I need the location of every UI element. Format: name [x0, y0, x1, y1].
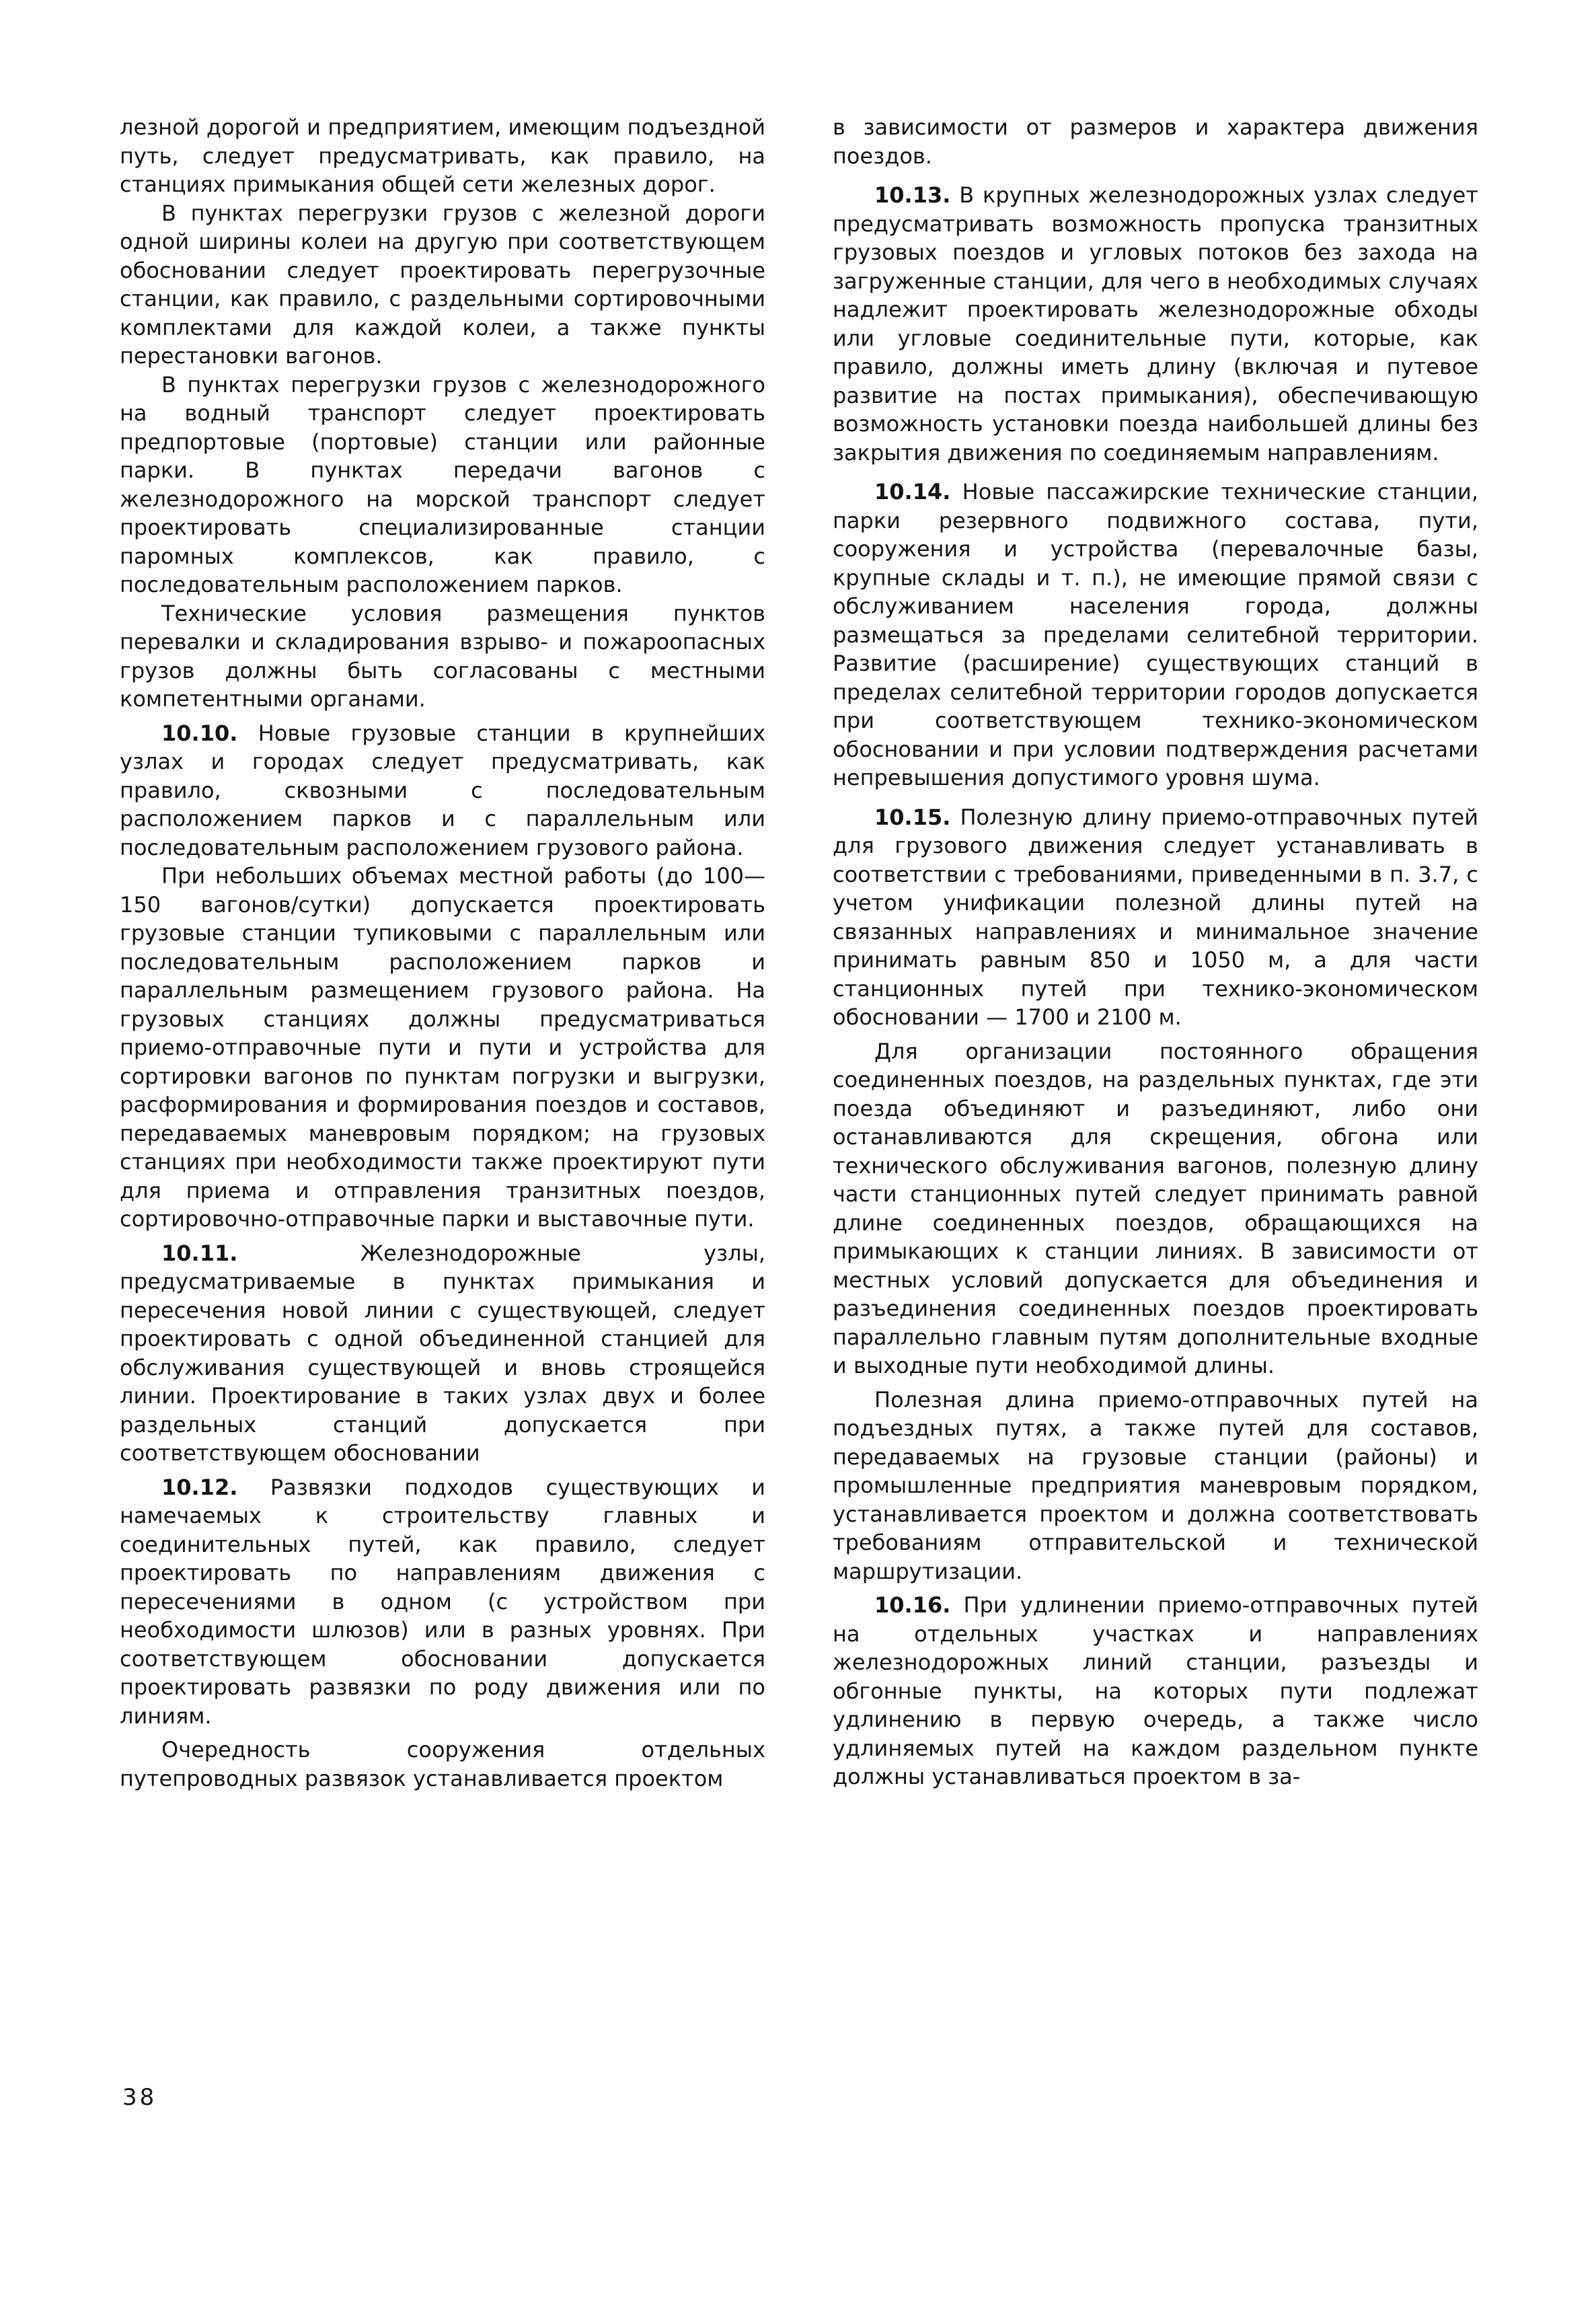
- section-10-13: [833, 181, 1478, 467]
- section-number: 10.11.: [161, 1240, 238, 1266]
- section-10-12: [120, 1473, 765, 1731]
- section-text: Новые пассажирские технические станции, парки резервного подвижного состава, пути, сооружения и устройства (перевалочные базы, крупные склады и т. п.), не имеющие прямой связи с обслуживанием населения города, должны размещаться за пределами селитебной территории. Развитие (расширение) существующих станций в пределах селитебной территории городов допускается при соответствующем технико-экономическом обосновании и при условии подтверждения расчетами непревышения допустимого уровня шума.: [833, 479, 1478, 790]
- section-10-10: [120, 719, 765, 862]
- section-10-16: [833, 1591, 1478, 1791]
- page-number: 38: [122, 2084, 157, 2111]
- section-number: 10.13.: [874, 182, 951, 208]
- section-10-11: [120, 1239, 765, 1468]
- section-number: 10.16.: [874, 1592, 951, 1618]
- section-10-14: [833, 478, 1478, 792]
- section-number: 10.15.: [874, 804, 951, 830]
- section-number: 10.12.: [161, 1474, 238, 1500]
- paragraph: Технические условия размещения пунктов перевалки и складирования взрыво- и пожароопасных грузов должны быть согласованы с местными компетентными органами.: [120, 600, 765, 712]
- section-text: Железнодорожные узлы, предусматриваемые в пунктах примыкания и пересечения новой линии с существующей, следует проектировать с одной объединенной станцией для обслуживания существующей и вновь строящейся линии. Проектирование в таких узлах двух и более раздельных станций допускается при соответствующем обосновании: [120, 1240, 765, 1466]
- left-column: [120, 113, 765, 1793]
- paragraph: лезной дорогой и предприятием, имеющим подъездной путь, следует предусматривать, как правило, на станциях примыкания общей сети железных дорог.: [120, 114, 765, 197]
- section-text: Полезную длину приемо-отправочных путей для грузового движения следует устанавливать в соответствии с требованиями, приведенными в п. 3.7, с учетом унификации полезной длины путей на связанных направлениях и минимальное значение принимать равным 850 и 1050 м, а для части станционных путей при технико-экономическом обосновании — 1700 и 2100 м.: [833, 804, 1478, 1030]
- paragraph: Очередность сооружения отдельных путепроводных развязок устанавливается проектом: [120, 1737, 765, 1791]
- section-10-15: [833, 803, 1478, 1032]
- right-column: [833, 113, 1478, 1791]
- paragraph: В пунктах перегрузки грузов с железнодорожного на водный транспорт следует проектировать предпортовые (портовые) станции или районные парки. В пунктах передачи вагонов с железнодорожного на морской транспорт следует проектировать специализированные станции паромных комплексов, как правило, с последовательным расположением парков.: [120, 371, 765, 597]
- paragraph: в зависимости от размеров и характера движения поездов.: [833, 114, 1478, 169]
- section-text: В крупных железнодорожных узлах следует предусматривать возможность пропуска транзитных грузовых поездов и угловых потоков без захода на загруженные станции, для чего в необходимых случаях надлежит проектировать железнодорожные обходы или угловые соединительные пути, которые, как правило, должны иметь длину (включая и путевое развитие на постах примыкания), обеспечивающую возможность установки поезда наибольшей длины без закрытия движения по соединяемым направлениям.: [833, 182, 1478, 466]
- paragraph: Полезная длина приемо-отправочных путей на подъездных путях, а также путей для составов, передаваемых на грузовые станции (районы) и промышленные предприятия маневровым порядком, устанавливается проектом и должна соответствовать требованиям отправительской и технической маршрутизации.: [833, 1386, 1478, 1584]
- paragraph: В пунктах перегрузки грузов с железной дороги одной ширины колеи на другую при соответствующем обосновании следует проектировать перегрузочные станции, как правило, с раздельными сортировочными комплектами для каждой колеи, а также пункты перестановки вагонов.: [120, 200, 765, 369]
- paragraph: При небольших объемах местной работы (до 100—150 вагонов/сутки) допускается проектировать грузовые станции тупиковыми с параллельным или последовательным расположением парков и параллельным размещением грузового района. На грузовых станциях должны предусматриваться приемо-отправочные пути и пути и устройства для сортировки вагонов по пунктам погрузки и выгрузки, расформирования и формирования поездов и составов, передаваемых маневровым порядком; на грузовых станциях при необходимости также проектируют пути для приема и отправления транзитных поездов, сортировочно-отправочные парки и выставочные пути.: [120, 863, 765, 1232]
- section-number: 10.10.: [161, 720, 238, 746]
- section-number: 10.14.: [874, 479, 951, 505]
- section-text: Развязки подходов существующих и намечаемых к строительству главных и соединительных путей, как правило, следует проектировать по направлениям движения с пересечениями в одном (с устройством при необходимости шлюзов) или в разных уровнях. При соответствующем обосновании допускается проектировать развязки по роду движения или по линиям.: [120, 1474, 765, 1729]
- paragraph: Для организации постоянного обращения соединенных поездов, на раздельных пунктах, где эти поезда объединяют и разъединяют, либо они останавливаются для скрещения, обгона или технического обслуживания вагонов, полезную длину части станционных путей следует принимать равной длине соединенных поездов, обращающихся на примыкающих к станции линиях. В зависимости от местных условий допускается для объединения и разъединения соединенных поездов проектировать параллельно главным путям дополнительные входные и выходные пути необходимой длины.: [833, 1038, 1478, 1378]
- section-text: Новые грузовые станции в крупнейших узлах и городах следует предусматривать, как правило, сквозными с последовательным расположением парков и с параллельным или последовательным расположением грузового района.: [120, 720, 765, 860]
- section-text: При удлинении приемо-отправочных путей на отдельных участках и направлениях железнодорожных линий станции, разъезды и обгонные пункты, на которых пути подлежат удлинению в первую очередь, а также число удлиняемых путей на каждом раздельном пункте должны устанавливаться проектом в за-: [833, 1592, 1478, 1789]
